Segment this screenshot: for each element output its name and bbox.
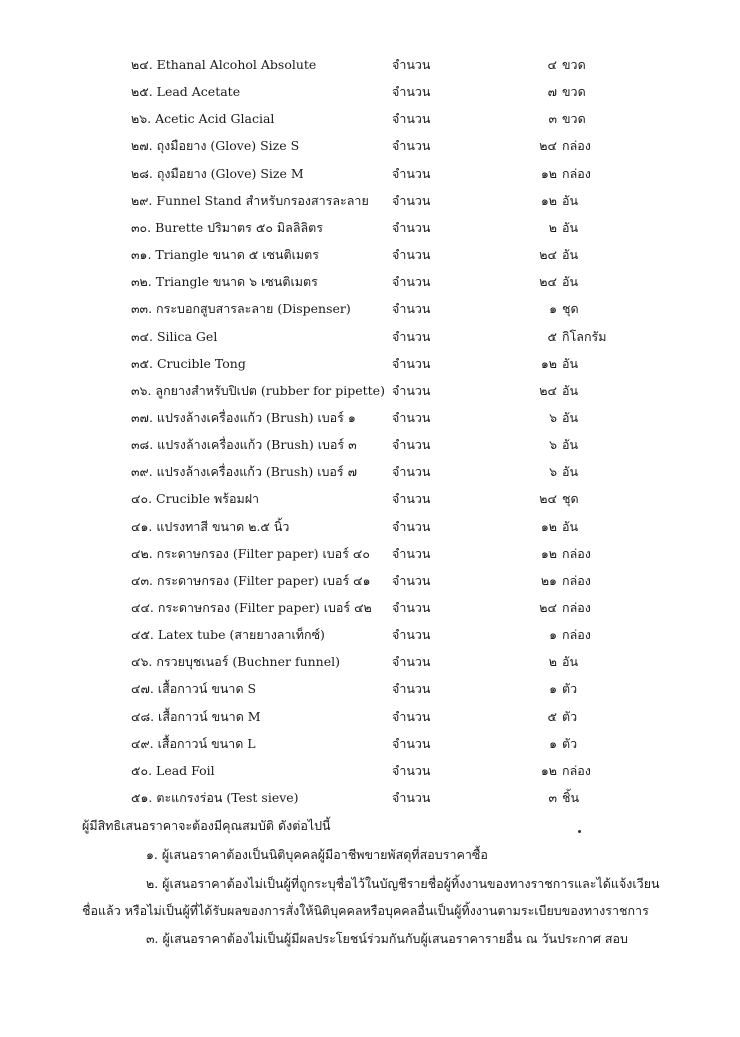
quantity-value: ๑๒ — [540, 518, 557, 534]
unit-name: กล่อง — [562, 627, 591, 643]
item-row — [0, 350, 740, 377]
quantity-label: จำนวน — [392, 627, 431, 643]
quantity-label: จำนวน — [392, 382, 431, 398]
unit-name: อัน — [562, 518, 579, 534]
item-name: ๓๖. ลูกยางสำหรับปิเปต (rubber for pipette) — [131, 382, 385, 398]
item-row — [0, 187, 740, 214]
quantity-value: ๕ — [547, 708, 557, 724]
item-row — [0, 784, 740, 811]
unit-name: อัน — [562, 192, 579, 208]
item-name: ๓๘. แปรงล้างเครื่องแก้ว (Brush) เบอร์ ๓ — [131, 437, 357, 453]
quantity-value: ๖ — [549, 464, 557, 480]
quantity-label: จำนวน — [392, 790, 431, 806]
quantity-label: จำนวน — [392, 572, 431, 588]
qualification-2-line-2: ชื่อแล้ว หรือไม่เป็นผู้ที่ได้รับผลของการสั่งให้นิติบุคคลหรือบุคคลอื่นเป็นผู้ทิ้งงานตามระเบียบของทางราชการ — [82, 903, 649, 918]
quantity-label: จำนวน — [392, 600, 431, 615]
item-name: ๓๙. แปรงล้างเครื่องแก้ว (Brush) เบอร์ ๗ — [131, 464, 358, 480]
item-row — [0, 78, 740, 105]
unit-name: ชิ้น — [562, 790, 580, 806]
item-row — [0, 730, 740, 757]
unit-name: ตัว — [562, 708, 578, 724]
quantity-label: จำนวน — [392, 518, 431, 534]
unit-name: อัน — [562, 355, 579, 371]
unit-name: อัน — [562, 437, 579, 453]
quantity-value: ๗ — [547, 84, 557, 100]
quantity-label: จำนวน — [392, 437, 431, 453]
qualification-3: ๓. ผู้เสนอราคาต้องไม่เป็นผู้มีผลประโยชน์ร่วมกันกับผู้เสนอราคารายอื่น ณ วันประกาศ สอบ — [146, 931, 628, 946]
qualification-2-line-1: ๒. ผู้เสนอราคาต้องไม่เป็นผู้ที่ถูกระบุชื่อไว้ในบัญชีรายชื่อผู้ทิ้งงานของทางราชการและได้แจ้งเวียน — [146, 876, 660, 891]
item-row — [0, 540, 740, 567]
unit-name: อัน — [562, 654, 579, 670]
item-row — [0, 268, 740, 295]
item-row — [0, 675, 740, 702]
quantity-label: จำนวน — [392, 301, 431, 317]
qualifications-heading: ผู้มีสิทธิเสนอราคาจะต้องมีคุณสมบัติ ดังต่อไปนี้ — [82, 818, 331, 833]
item-name: ๓๗. แปรงล้างเครื่องแก้ว (Brush) เบอร์ ๑ — [131, 409, 356, 425]
quantity-value: ๒๑ — [540, 572, 557, 588]
unit-name: ชุด — [562, 301, 579, 317]
quantity-label: จำนวน — [392, 762, 431, 778]
quantity-label: จำนวน — [392, 165, 431, 181]
quantity-value: ๒ — [548, 654, 557, 670]
unit-name: ชุด — [562, 491, 579, 507]
unit-name: อัน — [562, 464, 579, 480]
item-name: ๔๗. เสื้อกาวน์ ขนาด S — [131, 681, 257, 697]
quantity-value: ๒๔ — [539, 247, 557, 263]
unit-name: อัน — [562, 219, 579, 235]
quantity-value: ๖ — [549, 409, 557, 425]
unit-name: กล่อง — [562, 762, 591, 778]
unit-name: อัน — [562, 409, 579, 425]
quantity-label: จำนวน — [392, 681, 431, 697]
unit-name: กิโลกรัม — [562, 328, 607, 344]
unit-name: กล่อง — [562, 545, 591, 561]
unit-name: กล่อง — [562, 138, 591, 154]
quantity-value: ๑๒ — [540, 762, 557, 778]
quantity-label: จำนวน — [392, 111, 431, 127]
quantity-label: จำนวน — [392, 545, 431, 561]
item-name: ๒๔. Ethanal Alcohol Absolute — [131, 57, 317, 72]
quantity-label: จำนวน — [392, 247, 431, 263]
quantity-label: จำนวน — [392, 654, 431, 670]
quantity-label: จำนวน — [392, 192, 431, 208]
unit-name: ขวด — [562, 84, 586, 100]
quantity-value: ๖ — [549, 437, 557, 453]
unit-name: กล่อง — [562, 165, 591, 181]
quantity-label: จำนวน — [392, 491, 431, 507]
quantity-label: จำนวน — [392, 409, 431, 425]
unit-name: อัน — [562, 247, 579, 263]
item-name: ๓๑. Triangle ขนาด ๕ เซนติเมตร — [131, 247, 320, 263]
item-name: ๔๒. กระดาษกรอง (Filter paper) เบอร์ ๔๐ — [131, 545, 370, 561]
item-name: ๒๘. ถุงมือยาง (Glove) Size M — [131, 165, 304, 181]
item-name: ๕๐. Lead Foil — [131, 762, 215, 778]
item-row — [0, 458, 740, 485]
quantity-value: ๒๔ — [539, 491, 557, 507]
quantity-value: ๑๒ — [540, 165, 557, 181]
item-row — [0, 594, 740, 621]
quantity-value: ๒๔ — [539, 382, 557, 398]
quantity-label: จำนวน — [392, 138, 431, 154]
scan-speck — [578, 830, 581, 833]
item-name: ๒๙. Funnel Stand สำหรับกรองสารละลาย — [131, 192, 369, 208]
item-name: ๒๕. Lead Acetate — [131, 84, 241, 100]
unit-name: ตัว — [562, 681, 578, 697]
item-row — [0, 323, 740, 350]
item-row — [0, 132, 740, 159]
quantity-label: จำนวน — [392, 708, 431, 724]
item-row — [0, 703, 740, 730]
item-row — [0, 160, 740, 187]
quantity-value: ๒๔ — [539, 274, 557, 290]
quantity-value: ๑ — [549, 735, 557, 751]
item-name: ๓๐. Burette ปริมาตร ๕๐ มิลลิลิตร — [131, 219, 323, 235]
item-name: ๔๔. กระดาษกรอง (Filter paper) เบอร์ ๔๒ — [131, 600, 372, 615]
item-name: ๓๓. กระบอกสูบสารละลาย (Dispenser) — [131, 301, 351, 317]
item-name: ๔๐. Crucible พร้อมฝา — [131, 491, 260, 507]
quantity-value: ๓ — [548, 111, 557, 127]
quantity-label: จำนวน — [392, 328, 431, 344]
unit-name: อัน — [562, 274, 579, 290]
qualification-1: ๑. ผู้เสนอราคาต้องเป็นนิติบุคคลผู้มีอาชีพขายพัสดุที่สอบราคาซื้อ — [146, 847, 488, 862]
quantity-value: ๒ — [548, 219, 557, 235]
quantity-label: จำนวน — [392, 735, 431, 751]
quantity-label: จำนวน — [392, 355, 431, 371]
item-name: ๔๘. เสื้อกาวน์ ขนาด M — [131, 708, 261, 724]
quantity-value: ๒๔ — [539, 138, 557, 154]
unit-name: กล่อง — [562, 600, 591, 615]
item-name: ๓๒. Triangle ขนาด ๖ เซนติเมตร — [131, 274, 318, 290]
item-row — [0, 621, 740, 648]
unit-name: กล่อง — [562, 572, 591, 588]
item-name: ๓๔. Silica Gel — [131, 328, 218, 344]
quantity-value: ๑๒ — [540, 192, 557, 208]
item-name: ๔๙. เสื้อกาวน์ ขนาด L — [131, 735, 256, 751]
item-row — [0, 105, 740, 132]
item-row — [0, 214, 740, 241]
unit-name: ขวด — [562, 57, 586, 72]
item-row — [0, 404, 740, 431]
item-name: ๔๕. Latex tube (สายยางลาเท็กซ์) — [131, 627, 325, 643]
item-name: ๒๗. ถุงมือยาง (Glove) Size S — [131, 138, 300, 154]
item-row — [0, 757, 740, 784]
quantity-label: จำนวน — [392, 274, 431, 290]
item-row — [0, 241, 740, 268]
item-row — [0, 295, 740, 322]
quantity-value: ๑ — [549, 627, 557, 643]
item-row — [0, 377, 740, 404]
quantity-value: ๑ — [549, 681, 557, 697]
quantity-label: จำนวน — [392, 464, 431, 480]
unit-name: ขวด — [562, 111, 586, 127]
item-name: ๔๓. กระดาษกรอง (Filter paper) เบอร์ ๔๑ — [131, 572, 371, 588]
quantity-label: จำนวน — [392, 84, 431, 100]
quantity-label: จำนวน — [392, 57, 431, 72]
quantity-value: ๕ — [547, 328, 557, 344]
item-row — [0, 431, 740, 458]
item-name: ๕๑. ตะแกรงร่อน (Test sieve) — [131, 790, 299, 806]
item-row — [0, 51, 740, 78]
item-name: ๓๕. Crucible Tong — [131, 355, 246, 371]
item-row — [0, 567, 740, 594]
item-row — [0, 513, 740, 540]
item-name: ๔๑. แปรงทาสี ขนาด ๒.๕ นิ้ว — [131, 518, 290, 534]
item-row — [0, 648, 740, 675]
quantity-value: ๑๒ — [540, 355, 557, 371]
unit-name: อัน — [562, 382, 579, 398]
item-row — [0, 485, 740, 512]
quantity-value: ๓ — [548, 790, 557, 806]
quantity-value: ๑๒ — [540, 545, 557, 561]
unit-name: ตัว — [562, 735, 578, 751]
item-name: ๔๖. กรวยบุชเนอร์ (Buchner funnel) — [131, 654, 341, 670]
quantity-value: ๒๔ — [539, 600, 557, 615]
quantity-value: ๔ — [547, 57, 557, 72]
quantity-label: จำนวน — [392, 219, 431, 235]
quantity-value: ๑ — [549, 301, 557, 317]
item-name: ๒๖. Acetic Acid Glacial — [131, 111, 275, 127]
